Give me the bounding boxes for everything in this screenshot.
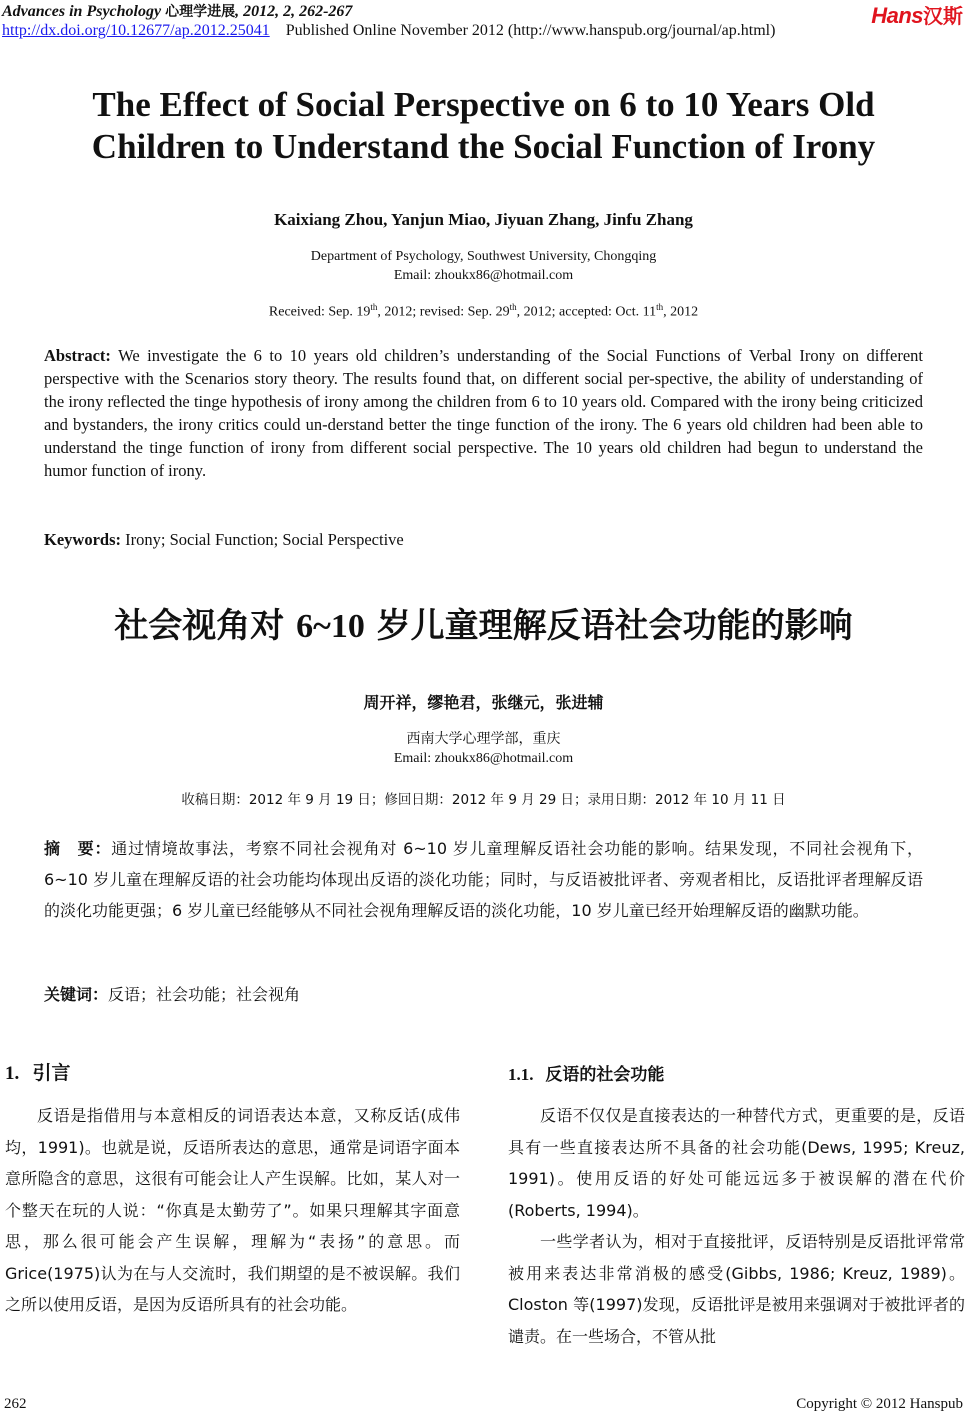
journal-name: Advances in Psychology bbox=[2, 3, 162, 20]
paragraph: 一些学者认为，相对于直接批评，反语特别是反语批评常常被用来表达非常消极的感受(Gibbs, 1986; Kreuz, 1989)。Closton 等(1997)发现，反语批评是被用来强调对于被批评者的谴责。在一些场合，不管从批 bbox=[508, 1232, 965, 1346]
sup: th bbox=[656, 302, 664, 312]
page-number: 262 bbox=[4, 1396, 27, 1412]
cn-abstract-text: 通过情境故事法，考察不同社会视角对 6~10 岁儿童理解反语社会功能的影响。结果发现，不同社会视角下，6~10 岁儿童在理解反语的社会功能均体现出反语的淡化功能；同时，与反语被批评者、旁观者相比，反语批评者理解反语的淡化功能更强；6 岁儿童已经能够从不同社会视角理解反语的淡化功能，10 岁儿童已经开始理解反语的幽默功能。 bbox=[44, 839, 923, 920]
abstract bbox=[44, 344, 923, 482]
keywords bbox=[44, 530, 404, 550]
journal-header bbox=[2, 1, 352, 21]
cn-abstract-label: 摘 要： bbox=[44, 839, 112, 858]
paper-title bbox=[0, 84, 967, 168]
section-title: 反语的社会功能 bbox=[545, 1065, 665, 1085]
chinese-dates: 收稿日期：2012 年 9 月 19 日；修回日期：2012 年 9 月 29 日；录用日期：2012 年 10 月 11 日 bbox=[181, 792, 786, 808]
journal-name-cn: 心理学进展 bbox=[165, 4, 236, 20]
cn-email: Email: zhoukx86@hotmail.com bbox=[393, 751, 574, 766]
chinese-affiliation bbox=[0, 730, 967, 768]
authors: Kaixiang Zhou, Yanjun Miao, Jiyuan Zhang, Jinfu Zhang bbox=[274, 210, 693, 229]
right-column bbox=[508, 1100, 965, 1352]
logo-text-en: Hans bbox=[871, 3, 923, 28]
cn-title-num: 6~10 bbox=[296, 608, 365, 645]
section-heading-1 bbox=[5, 1058, 71, 1085]
publication-line bbox=[2, 22, 775, 40]
abstract-label: Abstract: bbox=[44, 346, 111, 365]
paragraph: 反语不仅仅是直接表达的一种替代方式，更重要的是，反语具有一些直接表达所不具备的社会功能(Dews, 1995; Kreuz, 1991)。使用反语的好处可能远远多于被误解的潜在代价(Roberts, 1994)。 bbox=[508, 1106, 965, 1220]
revised-date: , 2012; revised: Sep. 29 bbox=[377, 304, 510, 320]
keywords-label: Keywords: bbox=[44, 530, 121, 549]
cn-keywords-label: 关键词： bbox=[44, 985, 109, 1004]
keywords-text: Irony; Social Function; Social Perspective bbox=[125, 530, 404, 549]
paragraph: 反语是指借用与本意相反的词语表达本意，又称反话(成伟均，1991)。也就是说，反语所表达的意思，通常是词语字面本意所隐含的意思，这很有可能会让人产生误解。比如，某人对一个整天在玩的人说：“你真是太勤劳了”。如果只理解其字面意思，那么很可能会产生误解，理解为“表扬”的意思。而 Grice(1975)认为在与人交流时，我们期望的是不被误解。我们之所以使用反语，是因为反语所具有的社会功能。 bbox=[5, 1106, 460, 1314]
section-heading-1-1 bbox=[508, 1060, 664, 1085]
doi-link[interactable]: http://dx.doi.org/10.12677/ap.2012.25041 bbox=[2, 22, 270, 39]
section-title: 引言 bbox=[32, 1062, 71, 1084]
chinese-keywords bbox=[44, 982, 300, 1005]
sup: th bbox=[509, 302, 517, 312]
logo-text-cn: 汉斯 bbox=[923, 4, 963, 28]
published-online: Published Online November 2012 (http://www.hanspub.org/journal/ap.html) bbox=[285, 22, 776, 39]
copyright: Copyright © 2012 Hanspub bbox=[796, 1396, 963, 1412]
year: , 2012 bbox=[663, 304, 699, 320]
chinese-abstract bbox=[44, 833, 923, 926]
cn-title-pre: 社会视角对 bbox=[114, 606, 285, 646]
email: Email: zhoukx86@hotmail.com bbox=[393, 268, 574, 283]
sup: th bbox=[370, 302, 378, 312]
left-column bbox=[5, 1100, 460, 1321]
cn-keywords-text: 反语；社会功能；社会视角 bbox=[108, 985, 301, 1004]
department: Department of Psychology, Southwest University, Chongqing bbox=[310, 249, 657, 264]
cn-department: 西南大学心理学部，重庆 bbox=[406, 731, 561, 747]
volume-info: , 2012, 2, 262-267 bbox=[235, 3, 353, 20]
section-number: 1. bbox=[5, 1063, 20, 1084]
abstract-text: We investigate the 6 to 10 years old children’s understanding of the Social Functions of Verbal Irony on different perspective with the Scenarios story theory. The results found that, on different social per-spective, the ability of understanding of the irony reflected the tinge hypothesis of irony among the children from 6 to 10 years old. Compared with the irony being criticized and bystanders, the irony critics could un-derstand better the tinge function of the irony. The 6 years old children had been able to understand the tinge function of irony from different social perspective. The 10 years old children had begun to understand the humor function of irony. bbox=[44, 346, 924, 480]
title-line-1: The Effect of Social Perspective on 6 to 10 Years Old bbox=[92, 85, 875, 124]
cn-title-post: 岁儿童理解反语社会功能的影响 bbox=[376, 606, 853, 646]
received-date: Received: Sep. 19 bbox=[268, 304, 371, 320]
hans-logo bbox=[871, 0, 963, 29]
chinese-authors: 周开祥，缪艳君，张继元，张进辅 bbox=[363, 693, 604, 712]
accepted-date: , 2012; accepted: Oct. 11 bbox=[516, 304, 657, 320]
title-line-2: Children to Understand the Social Function of Irony bbox=[91, 127, 876, 166]
section-number: 1.1. bbox=[508, 1065, 534, 1084]
chinese-title bbox=[0, 598, 967, 647]
dates bbox=[0, 302, 967, 321]
affiliation bbox=[0, 247, 967, 285]
